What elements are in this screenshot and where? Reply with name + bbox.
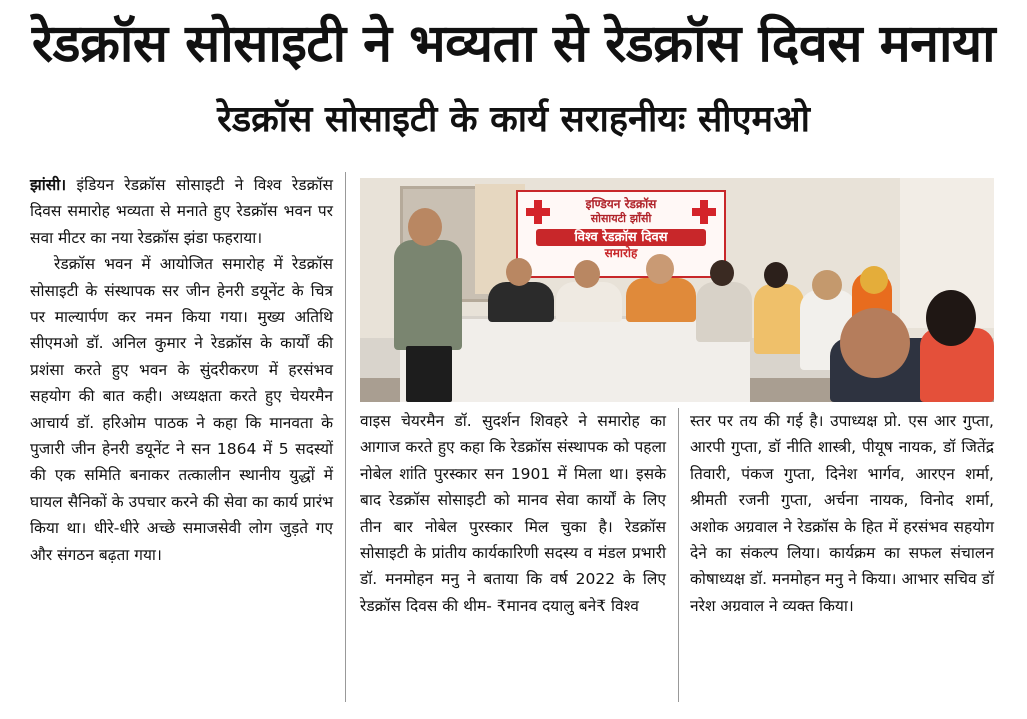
photo-guest-head: [812, 270, 842, 300]
headline: रेडक्रॉस सोसाइटी ने भव्यता से रेडक्रॉस दिवस मनाया: [31, 14, 996, 74]
photo-guest-head: [646, 254, 674, 284]
article-text: इंडियन रेडक्रॉस सोसाइटी ने विश्व रेडक्रॉस दिवस समारोह भव्यता से मनाते हुए रेडक्रॉस भवन पर सवा मीटर का नया रेडक्रॉस झंडा फहराया।: [30, 176, 333, 247]
photo-guest-head: [840, 308, 910, 378]
red-cross-icon: [526, 200, 550, 224]
photo-guest: [754, 284, 804, 354]
photo-guest: [626, 278, 696, 322]
article-column-1: [30, 172, 333, 568]
column-divider: [345, 172, 346, 702]
banner-line-3: विश्व रेडक्रॉस दिवस: [536, 229, 706, 246]
article-column-3: [690, 408, 994, 619]
subheadline: रेडक्रॉस सोसाइटी के कार्य सराहनीयः सीएमओ: [217, 99, 810, 140]
column-divider: [678, 408, 679, 702]
photo-guest-head: [860, 266, 888, 294]
article-column-2: [360, 408, 666, 619]
article-paragraph: वाइस चेयरमैन डॉ. सुदर्शन शिवहरे ने समारोह का आगाज करते हुए कहा कि रेडक्रॉस संस्थापक को पहला नोबेल शांति पुरस्कार सन 1901 में मिला था। इसके बाद रेडक्रॉस सोसाइटी को मानव सेवा कार्यों के लिए तीन बार नोबेल पुरस्कार मिल चुका है। रेडक्रॉस सोसाइटी के प्रांतीय कार्यकारिणी सदस्य व मंडल प्रभारी डॉ. मनमोहन मनु ने बताया कि वर्ष 2022 के लिए रेडक्रॉस दिवस की थीम- ₹मानव दयालु बने₹ विश्व: [360, 412, 666, 615]
photo-guest: [696, 282, 752, 342]
photo-guest-head: [926, 290, 976, 346]
article-paragraph: स्तर पर तय की गई है। उपाध्यक्ष प्रो. एस आर गुप्ता, आरपी गुप्ता, डॉ नीति शास्त्री, पीयूष नायक, डॉ जितेंद्र तिवारी, पंकज गुप्ता, दिनेश भार्गव, आरएन शर्मा, श्रीमती रजनी गुप्ता, अर्चना नायक, विनोद शर्मा, अशोक अग्रवाल ने रेडक्रॉस के हित में हरसंभव सहयोग देने का संकल्प लिया। कार्यक्रम का सफल संचालन कोषाध्यक्ष डॉ. मनमोहन मनु ने किया। आभार सचिव डॉ नरेश अग्रवाल ने व्यक्त किया।: [690, 412, 994, 615]
photo-banner: [516, 190, 726, 278]
photo-guest: [556, 282, 622, 322]
photo-speaker: [394, 240, 462, 350]
photo-guest-head: [710, 260, 734, 286]
banner-line-1: इण्डियन रेडक्रॉस: [585, 197, 657, 211]
photo-speaker-legs: [406, 346, 452, 402]
event-photo: [360, 178, 994, 402]
dateline: झांसी।: [30, 176, 67, 194]
article-paragraph-2: रेडक्रॉस भवन में आयोजित समारोह में रेडक्रॉस सोसाइटी के संस्थापक सर जीन हेनरी डयूनेंट के चित्र पर माल्यार्पण कर नमन किया गया। मुख्य अतिथि सीएमओ डॉ. अनिल कुमार ने रेडक्रॉस के कार्यों की प्रशंसा करते हुए भवन के सुंदरीकरण में हरसंभव सहयोग की बात कही। अध्यक्षता करते हुए चेयरमैन आचार्य डॉ. हरिओम पाठक ने कहा कि मानवता के पुजारी जीन हेनरी डयूनेंट ने सन 1864 में 5 सदस्यों की एक समिति बनाकर तत्कालीन स्थानीय युद्धों में घायल सैनिकों के उपचार करने की सेवा का कार्य प्रारंभ किया था। धीरे-धीरे अच्छे समाजसेवी लोग जुड़ते गए और संगठन बढ़ता गया।: [30, 255, 333, 564]
banner-line-2: सोसायटी झाँसी: [590, 212, 652, 225]
photo-guest: [488, 282, 554, 322]
photo-guest-head: [506, 258, 532, 286]
article-paragraph-1: [30, 172, 333, 251]
banner-line-4: समारोह: [604, 246, 638, 260]
photo-guest-head: [764, 262, 788, 288]
photo-guest-head: [574, 260, 600, 288]
red-cross-icon: [692, 200, 716, 224]
photo-speaker-head: [408, 208, 442, 246]
